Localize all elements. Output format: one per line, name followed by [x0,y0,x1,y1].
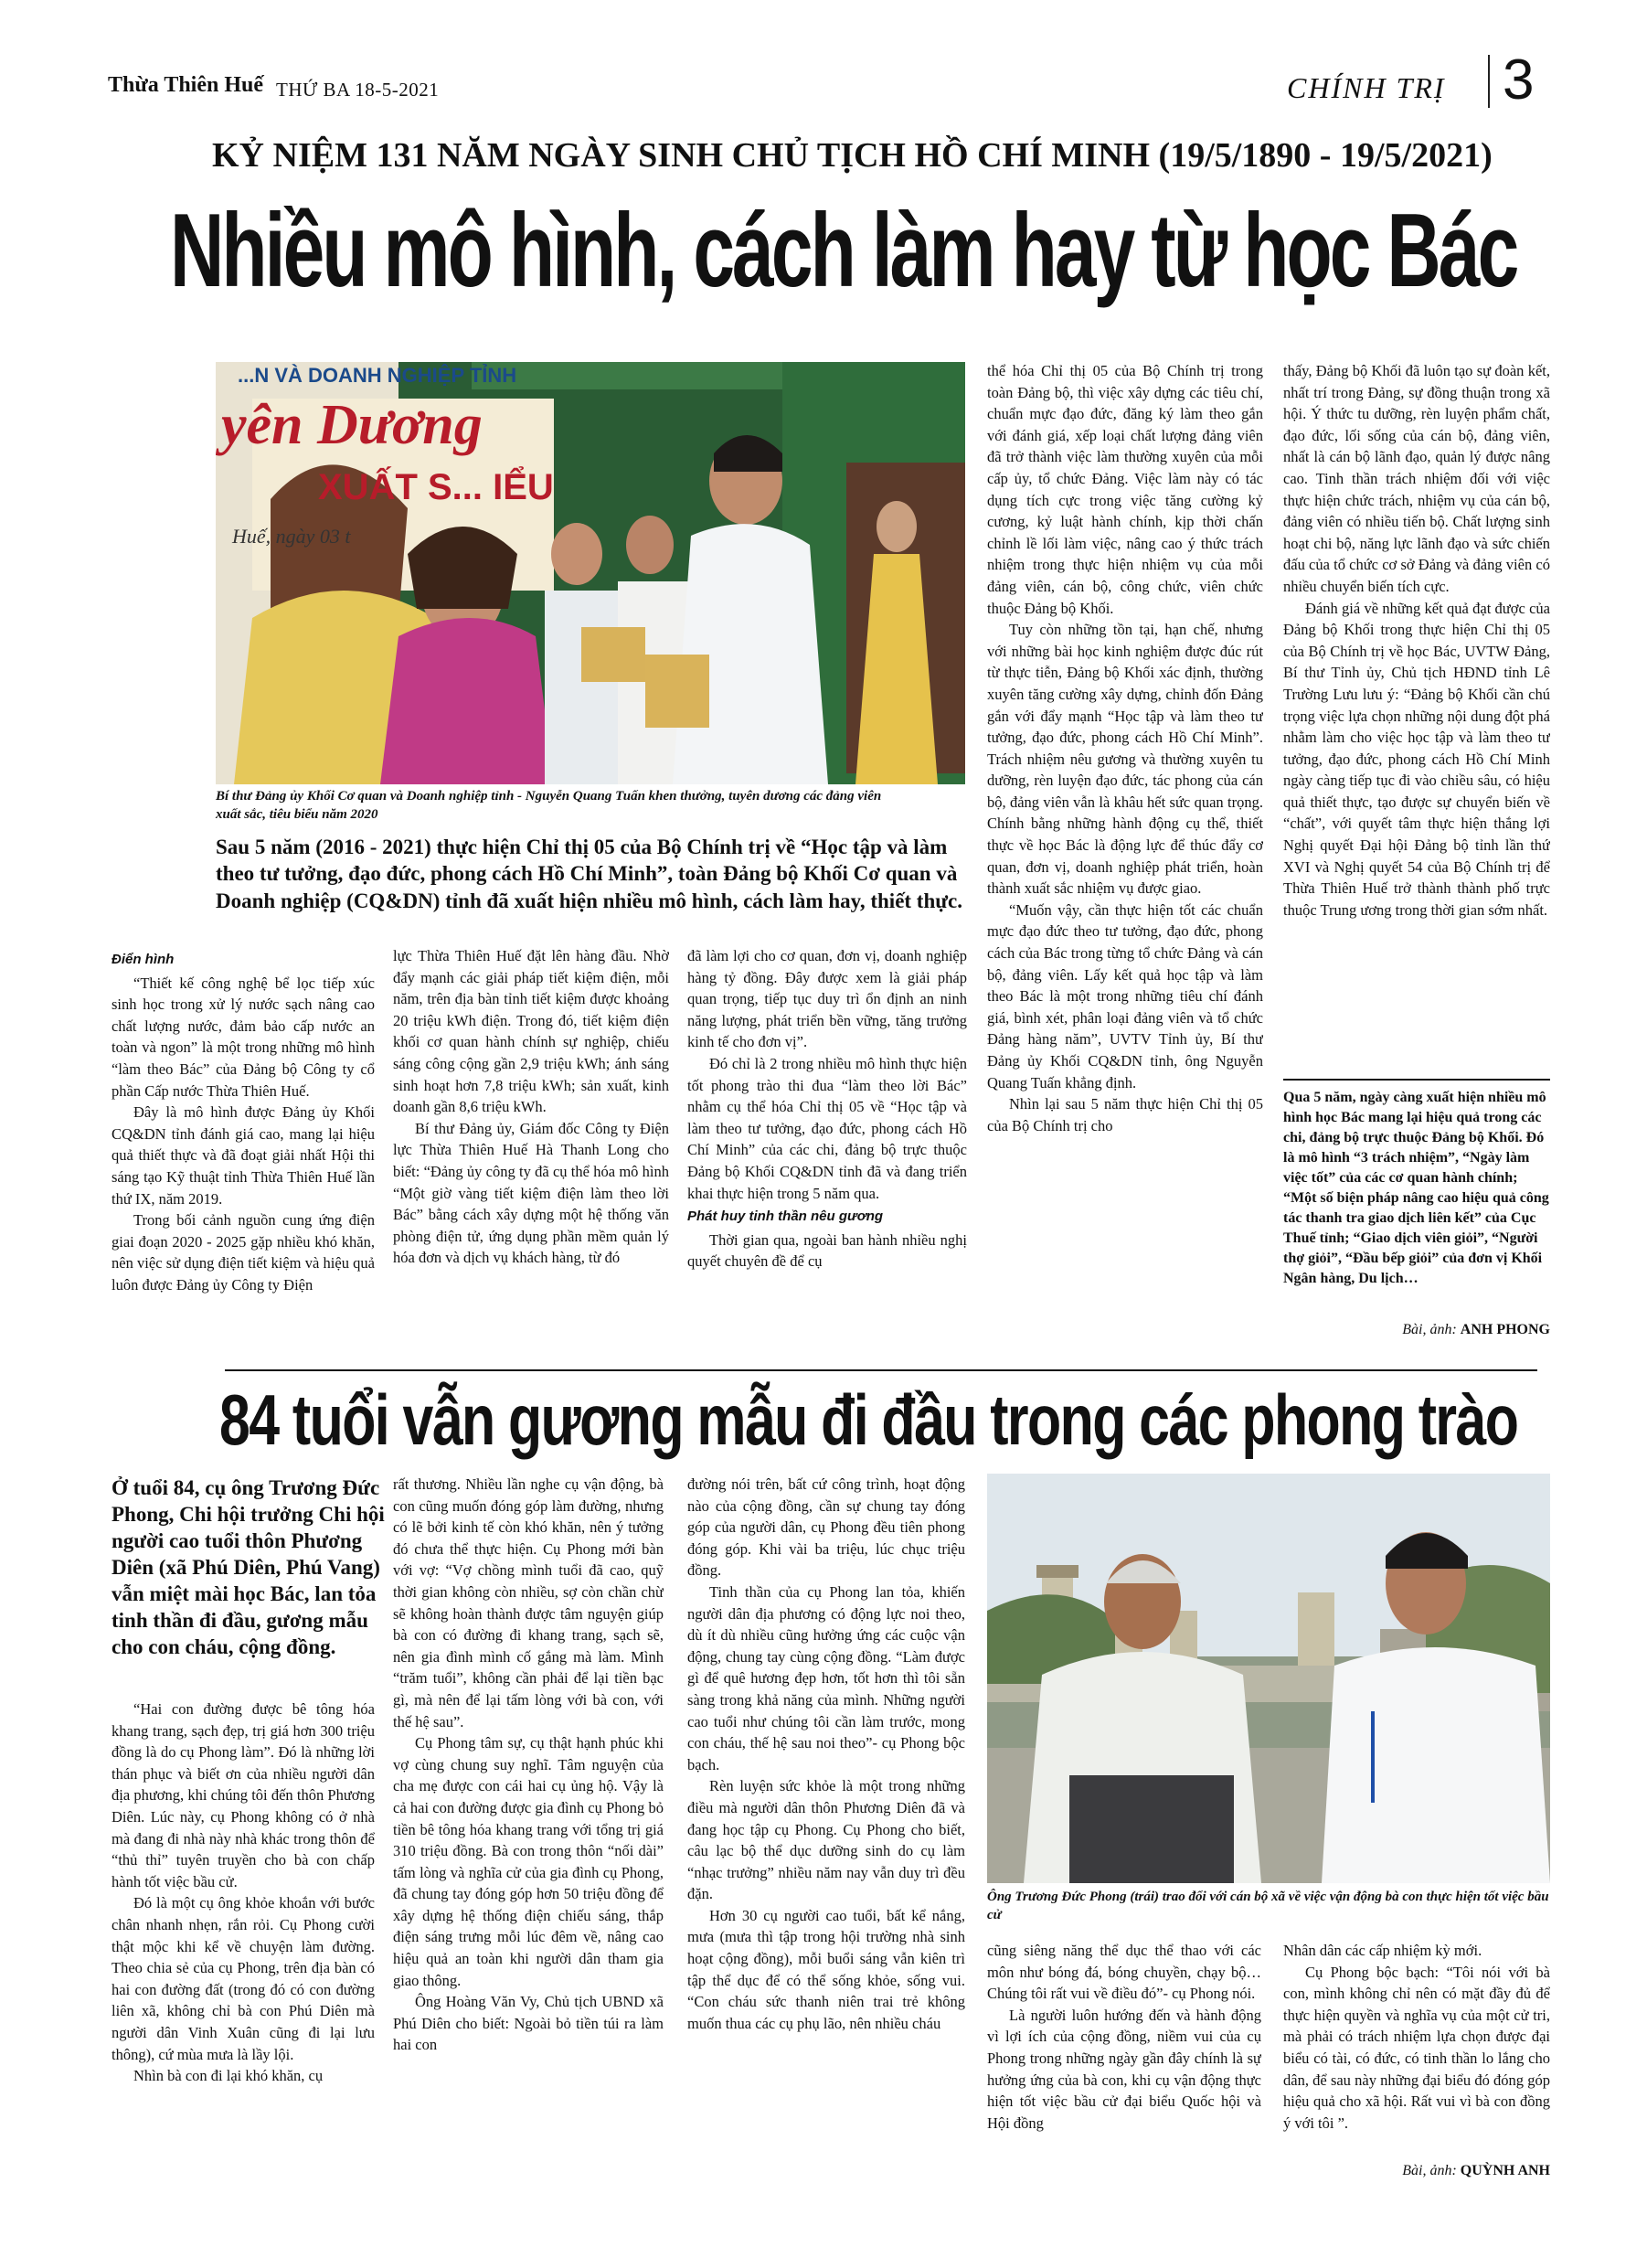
masthead: Thừa Thiên Huế [108,73,264,97]
paragraph: Thời gian qua, ngoài ban hành nhiều nghị quyết chuyên đề để cụ [687,1230,967,1271]
paragraph: “Muốn vậy, cần thực hiện tốt các chuẩn mực đạo đức theo tư tưởng, đạo đức, phong cách của Bác trong từng tổ chức Đảng và cán bộ, đảng viên. Lấy kết quả học tập và làm theo Bác là một trong những tiêu chí đánh giá, bình xét, phân loại đảng viên và tổ chức Đảng hàng năm”, UVTV Tỉnh ủy, Bí thư Đảng ủy Khối CQ&DN tỉnh, ông Nguyễn Quang Tuấn khẳng định. [987,900,1263,1091]
article1-col5 [1283,360,1550,1073]
banner-text-3: XUẤT S... IỂU [318,467,554,507]
article2-col1 [112,1698,375,2192]
byline-label: Bài, ảnh: [1402,1322,1457,1337]
paragraph: đã làm lợi cho cơ quan, đơn vị, doanh nghiệp hàng tỷ đồng. Đây được xem là giải pháp quan trọng, tiếp tục duy trì ổn định an ninh năng lượng, phát triển bền vững, tăng trưởng kinh tế cho đơn vị”. [687,947,967,1051]
paragraph: Là người luôn hướng đến và hành động vì lợi ích của cộng đồng, niềm vui của cụ Phong trong những ngày gần đây chính là sự hưởng ứng của bà con, khi cụ vận động thực hiện tốt việc bầu cử đại biểu Quốc hội và Hội đồng [987,2006,1261,2132]
paragraph: Trong bối cảnh nguồn cung ứng điện giai đoạn 2020 - 2025 gặp nhiều khó khăn, nên việc sử dụng điện tiết kiệm và hiệu quả luôn được Đảng ủy Công ty Điện [112,1211,375,1294]
elder-photo [987,1474,1550,1883]
paragraph: “Hai con đường được bê tông hóa khang trang, sạch đẹp, trị giá hơn 300 triệu đồng là do cụ Phong làm”. Đó là những lời thán phục và biết ơn của nhiều người dân địa phương, khi chúng tôi đến thôn Phương Diên. Lúc này, cụ Phong không có ở nhà mà đang đi nhà này nhà khác trong thôn để “thủ thỉ” tuyên truyền cho bà con chấp hành tốt việc bầu cử. [112,1700,375,1890]
paragraph: rất thương. Nhiều lần nghe cụ vận động, bà con cũng muốn đóng góp làm đường, nhưng có lẽ bởi kinh tế còn khó khăn, nên ý tưởng đó chưa thể thực hiện. Cụ Phong mới bàn với vợ: “Vợ chồng mình tuổi đã cao, quỹ thời gian không còn nhiều, sợ còn chần chừ sẽ không hoàn thành được tâm nguyện giúp bà con có đường đi khang trang, sạch sẽ, nên gia đình mình cố gắng mà làm. Mình “trăm tuổi”, không cần phải để lại tiền bạc gì, mà nên để lại tấm lòng với bà con, với thế hệ sau”. [393,1475,664,1730]
paragraph: thể hóa Chỉ thị 05 của Bộ Chính trị trong toàn Đảng bộ, thì việc xây dựng các tiêu chí, chuẩn mực đạo đức, đăng ký làm theo gắn với đánh giá, xếp loại chất lượng đảng viên đã trở thành việc làm thường xuyên của mỗi cấp ủy, tổ chức Đảng. Việc làm này có tác dụng tích cực trong việc tăng cường kỷ cương, kỷ luật hành chính, kịp thời chấn chỉnh lề lối làm việc, nâng cao ý thức trách nhiệm trong thực hiện nhiệm vụ của mỗi đảng viên, cán bộ, công chức, viên chức thuộc Đảng bộ Khối. [987,362,1263,617]
paragraph: Đó là một cụ ông khỏe khoắn với bước chân nhanh nhẹn, rắn rỏi. Cụ Phong cười thật mộc khi kể về chuyện làm đường. Theo chia sẻ của cụ Phong, trên địa bàn có hai con đường đất (trong đó có con đường liên xã, không chỉ bà con Phú Diên mà người dân Vinh Xuân cũng đi lại lưu thông), cứ mùa mưa là lầy lội. [112,1894,375,2063]
paragraph: Tinh thần của cụ Phong lan tỏa, khiến người dân địa phương có động lực noi theo, dù ít dù nhiều cũng hưởng ứng các cuộc vận động, chung tay cùng cộng đồng. “Làm được gì để quê hương đẹp hơn, tốt hơn thì tôi sẵn sàng trong khả năng của mình. Những người cao tuổi như chúng tôi cần làm trước, mong con cháu, thế hệ sau noi theo”- cụ Phong bộc bạch. [687,1582,965,1773]
paragraph: Hơn 30 cụ người cao tuổi, bất kể nắng, mưa (mưa thì tập trong hội trường nhà sinh hoạt cộng đồng), mỗi buổi sáng vẫn kiên trì tập thể dục để có thể sống khỏe, sống vui. “Con cháu sức thanh niên trai trẻ không muốn thua các cụ phụ lão, nên nhiều cháu [687,1906,965,2032]
paragraph: Nhìn lại sau 5 năm thực hiện Chỉ thị 05 của Bộ Chính trị cho [987,1095,1263,1134]
headline-2: 84 tuổi vẫn gương mẫu đi đầu trong các phong trào [219,1379,1518,1460]
banner-text-2: yên Dương [221,394,483,456]
sidebar-rule [1283,1079,1550,1081]
paragraph: Đó chỉ là 2 trong nhiều mô hình thực hiện tốt phong trào thi đua “làm theo lời Bác” nhằm cụ thể hóa Chỉ thị 05 về “Học tập và làm theo tư tưởng, đạo đức, phong cách Hồ Chí Minh” của các chi, đảng bộ trực thuộc Đảng bộ Khối CQ&DN tỉnh đã và đang triển khai thực hiện trong 5 năm qua. [687,1054,967,1202]
article2-col5 [1283,1940,1550,2157]
article2-col4 [987,1940,1261,2192]
paragraph: “Thiết kế công nghệ bể lọc tiếp xúc sinh học trong xử lý nước sạch nâng cao chất lượng nước, đảm bảo cấp nước an toàn và ngon” là một trong những mô hình “làm theo Bác” của Đảng bộ Công ty cổ phần Cấp nước Thừa Thiên Huế. [112,974,375,1100]
article1-col3 [687,945,967,1349]
article-divider [225,1369,1537,1371]
paragraph: cũng siêng năng thể dục thể thao với các môn như bóng đá, bóng chuyền, chạy bộ… Chúng tôi rất vui về điều đó”- cụ Phong nói. [987,1942,1261,2003]
subhead-phat-huy: Phát huy tinh thần nêu gương [687,1209,884,1225]
paragraph: Nhìn bà con đi lại khó khăn, cụ [133,2067,324,2085]
kicker: KỶ NIỆM 131 NĂM NGÀY SINH CHỦ TỊCH HỒ CHÍ MINH (19/5/1890 - 19/5/2021) [212,136,1493,175]
banner-text-4: Huế, ngày 03 t [232,525,351,548]
award-ceremony-photo [216,362,965,784]
banner-text: ...N VÀ DOANH NGHIỆP TỈNH [238,364,517,387]
subhead-dien-hinh: Điển hình [112,952,175,967]
paragraph: thấy, Đảng bộ Khối đã luôn tạo sự đoàn kết, nhất trí trong Đảng, sự đồng thuận trong xã hội. Ý thức tu dưỡng, rèn luyện phẩm chất, đạo đức, lối sống của cán bộ, đảng viên, nhất là cán bộ lãnh đạo, quản lý được nâng cao. Tinh thần trách nhiệm đối với việc thực hiện chức trách, nhiệm vụ của cán bộ, đảng viên có nhiều tiến bộ. Chất lượng sinh hoạt chi bộ, năng lực lãnh đạo và sức chiến đấu của tổ chức cơ sở Đảng và đảng viên có nhiều chuyển biến tích cực. [1283,362,1550,595]
paragraph: Đây là mô hình được Đảng ủy Khối CQ&DN tỉnh đánh giá cao, mang lại hiệu quả thiết thực và đã đoạt giải nhất Hội thi sáng tạo Kỹ thuật tỉnh Thừa Thiên Huế lần thứ IX, năm 2019. [112,1103,375,1208]
byline-1 [1283,1322,1550,1338]
paragraph: Tuy còn những tồn tại, hạn chế, nhưng với những bài học kinh nghiệm được đúc rút từ thực tiễn, Đảng bộ Khối xác định, thường xuyên tăng cường xây dựng, chỉnh đốn Đảng gắn với đẩy mạnh “Học tập và làm theo tư tưởng, đạo đức, phong cách Hồ Chí Minh”. Trách nhiệm nêu gương và thường xuyên tu dưỡng, rèn luyện đạo đức, tác phong của cán bộ, đảng viên vẫn là khâu hết sức quan trọng. Chính bằng những hành động cụ thể, thiết thực về học Bác là động lực để thúc đẩy cơ quan, đơn vị, doanh nghiệp phát triển, hoàn thành xuất sắc nhiệm vụ được giao. [987,621,1263,898]
elder-conversation-image [987,1474,1550,1883]
paragraph: Bí thư Đảng ủy, Giám đốc Công ty Điện lực Thừa Thiên Huế Hà Thanh Long cho biết: “Đảng ủy công ty đã cụ thể hóa mô hình “Một giờ vàng tiết kiệm điện làm theo lời Bác” bằng cách xây dựng một hệ thống văn phòng điện tử, ứng dụng phần mềm quản lý hóa đơn và dịch vụ khách hàng, từ đó [393,1119,669,1267]
byline-author: QUỲNH ANH [1460,2163,1550,2178]
article1-col4 [987,360,1263,1349]
paragraph: Ông Hoàng Văn Vy, Chủ tịch UBND xã Phú Diên cho biết: Ngoài bỏ tiền túi ra làm hai con [393,1993,664,2054]
photo-caption: Bí thư Đảng ủy Khối Cơ quan và Doanh nghiệp tỉnh - Nguyễn Quang Tuấn khen thưởng, tuyên dương các đảng viên xuất sắc, tiêu biểu năm 2020 [216,789,882,822]
paragraph: đường nói trên, bất cứ công trình, hoạt động nào của cộng đồng, cần sự chung tay đóng góp của người dân, cụ Phong đều tiên phong đóng góp. Khi vài ba triệu, lúc chục triệu đồng. [687,1475,965,1580]
section-label: CHÍNH TRỊ [1287,71,1446,104]
paragraph: lực Thừa Thiên Huế đặt lên hàng đầu. Nhờ đẩy mạnh các giải pháp tiết kiệm điện, mỗi năm, trên địa bàn tỉnh tiết kiệm được khoảng 20 triệu kWh điện. Trong đó, tiết kiệm điện khối cơ quan hành chính sự nghiệp, chiếu sáng công cộng gần 2,9 triệu kWh; ánh sáng sinh hoạt hơn 7,8 triệu kWh; sản xuất, kinh doanh gần 8,6 triệu kWh. [393,947,669,1116]
sidebar-box: Qua 5 năm, ngày càng xuất hiện nhiều mô hình học Bác mang lại hiệu quả trong các chi, đảng bộ trực thuộc Đảng bộ Khối. Đó là mô hình “3 trách nhiệm”, “Ngày làm việc tốt” của các cơ quan hành chính; “Một số biện pháp nâng cao hiệu quả công tác thanh tra giao dịch liên kết” của Cục Thuế tỉnh; “Giao dịch viên giỏi”, “Người thợ giỏi”, “Đầu bếp giỏi” của đơn vị Khối Ngân hàng, Du lịch… [1283,1090,1549,1286]
byline-author: ANH PHONG [1460,1322,1550,1337]
issue-date: THỨ BA 18-5-2021 [276,79,440,101]
paragraph: Cụ Phong tâm sự, cụ thật hạnh phúc khi vợ cùng chung suy nghĩ. Tâm nguyện của cha mẹ được con cái hai cụ ủng hộ. Vậy là cả hai con đường được gia đình cụ Phong bỏ tiền bê tông hóa khang trang với tổng trị giá 310 triệu đồng. Bà con trong thôn “nối dài” tấm lòng và nghĩa cử của gia đình cụ Phong, đã chung tay đóng góp hơn 50 triệu đồng để xây dựng hệ thống điện chiếu sáng, thắp điện sáng trưng mỗi lúc đêm về, nâng cao hiệu quả an toàn khi người dân tham gia giao thông. [393,1734,664,1989]
paragraph: Cụ Phong bộc bạch: “Tôi nói với bà con, mình không chỉ nên có mặt đầy đủ để thực hiện quyền và nghĩa vụ của một cử tri, mà phải có trách nhiệm lựa chọn được đại biểu có tài, có đức, có tinh thần lo lắng cho dân, để sau này những đại biểu đó đóng góp hiệu quả cho xã hội. Rất vui vì bà con đồng ý với tôi ”. [1283,1963,1550,2132]
page-number: 3 [1503,48,1535,112]
lead-paragraph: Sau 5 năm (2016 - 2021) thực hiện Chỉ thị 05 của Bộ Chính trị về “Học tập và làm theo tư tưởng, đạo đức, phong cách Hồ Chí Minh”, toàn Đảng bộ Khối Cơ quan và Doanh nghiệp (CQ&DN) tỉnh đã xuất hiện nhiều mô hình, cách làm hay, thiết thực. [216,836,963,912]
lead-paragraph-2: Ở tuổi 84, cụ ông Trương Đức Phong, Chi hội trưởng Chi hội người cao tuổi thôn Phương Diên (xã Phú Diên, Phú Vang) vẫn miệt mài học Bác, lan tỏa tinh thần đi đầu, gương mẫu cho con cháu, cộng đồng. [112,1476,385,1658]
header-divider [1488,55,1490,108]
article1-col1 [112,947,375,1349]
paragraph: Rèn luyện sức khỏe là một trong những điều mà người dân thôn Phương Diên đã và đang học tập cụ Phong. Cụ Phong cho biết, câu lạc bộ thể dục dưỡng sinh do cụ làm “nhạc trưởng” nhiều năm nay vẫn duy trì đều đặn. [687,1777,965,1903]
article2-col2 [393,1474,664,2192]
byline-label: Bài, ảnh: [1402,2163,1457,2178]
article1-col2 [393,945,669,1349]
byline-2 [1283,2163,1550,2179]
article2-col3 [687,1474,965,2192]
photo-caption-2: Ông Trương Đức Phong (trái) trao đổi với cán bộ xã về việc vận động bà con thực hiện tốt việc bầu cử [987,1890,1549,1922]
paragraph: Đánh giá về những kết quả đạt được của Đảng bộ Khối trong thực hiện Chỉ thị 05 của Bộ Chính trị về học Bác, UVTW Đảng, Bí thư Tỉnh ủy, Chủ tịch HĐND tỉnh Lê Trường Lưu lưu ý: “Đảng bộ Khối cần chú trọng việc lựa chọn những nội dung đột phá nhằm làm cho việc học tập và làm theo tư tưởng, đạo đức, phong cách Hồ Chí Minh ngày càng tiếp tục đi vào chiều sâu, có hiệu quả thiết thực, tạo được sự chuyển biến về “chất”, với quyết tâm thực hiện thắng lợi Nghị quyết Đại hội Đảng bộ tỉnh lần thứ XVI và Nghị quyết 54 của Bộ Chính trị để Thừa Thiên Huế trở thành thành phố trực thuộc Trung ương trong thời gian sớm nhất. [1283,599,1550,919]
headline: Nhiều mô hình, cách làm hay từ học Bác [170,193,1517,309]
paragraph: Nhân dân các cấp nhiệm kỳ mới. [1283,1942,1482,1959]
